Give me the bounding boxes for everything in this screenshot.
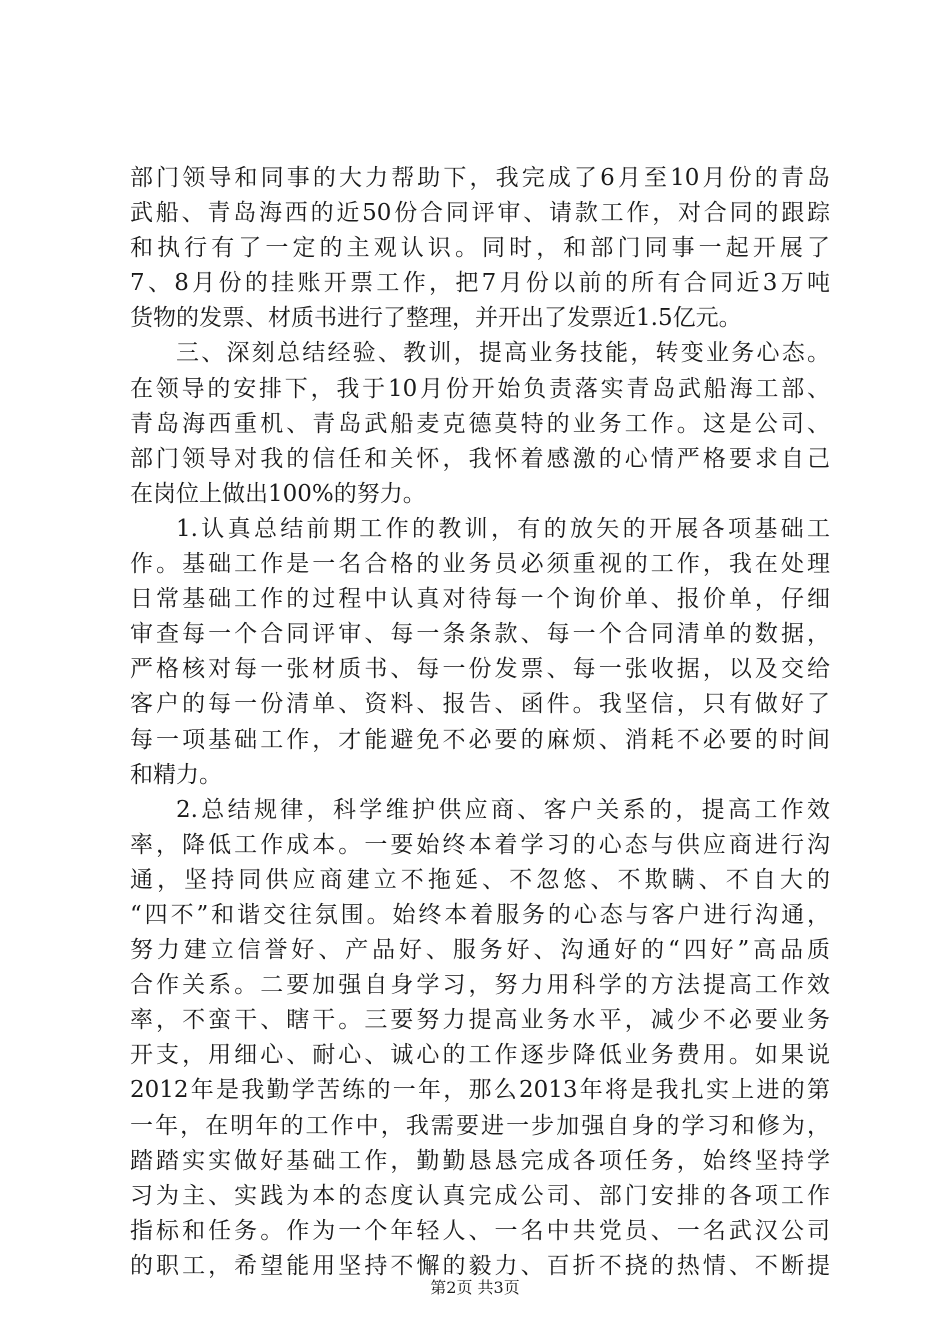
text-line: 武船、青岛海西的近50份合同评审、请款工作，对合同的跟踪 xyxy=(130,200,830,227)
page-footer xyxy=(0,1278,950,1298)
text-line: 努力建立信誉好、产品好、服务好、沟通好的“四好”高品质 xyxy=(130,937,830,964)
text-line: 的职工，希望能用坚持不懈的毅力、百折不挠的热情、不断提 xyxy=(130,1252,830,1279)
section-heading-three: 三、深刻总结经验、教训，提高业务技能，转变业务心态。 xyxy=(176,340,830,367)
text-line: “四不”和谐交往氛围。始终本着服务的心态与客户进行沟通， xyxy=(130,901,830,928)
text-line: 部门领导对我的信任和关怀，我怀着感激的心情严格要求自己 xyxy=(130,445,830,472)
text-line: 在岗位上做出100%的努力。 xyxy=(130,480,426,507)
text-line: 青岛海西重机、青岛武船麦克德莫特的业务工作。这是公司、 xyxy=(130,410,830,437)
text-line: 和精力。 xyxy=(130,761,222,788)
text-line: 日常基础工作的过程中认真对待每一个询价单、报价单，仔细 xyxy=(130,586,830,613)
text-line: 审查每一个合同评审、每一条条款、每一个合同清单的数据， xyxy=(130,621,830,648)
text-line: 部门领导和同事的大力帮助下，我完成了6月至10月份的青岛 xyxy=(130,165,830,191)
item-two-heading: 2.总结规律，科学维护供应商、客户关系的，提高工作效 xyxy=(176,796,830,823)
text-line: 和执行有了一定的主观认识。同时，和部门同事一起开展了 xyxy=(130,235,830,262)
text-line: 客户的每一份清单、资料、报告、函件。我坚信，只有做好了 xyxy=(130,691,830,718)
text-line: 合作关系。二要加强自身学习，努力用科学的方法提高工作效 xyxy=(130,972,830,999)
page-number: 第2页 共3页 xyxy=(430,1278,520,1297)
text-line: 习为主、实践为本的态度认真完成公司、部门安排的各项工作 xyxy=(130,1182,830,1209)
document-body xyxy=(130,161,830,1284)
text-line: 7、8月份的挂账开票工作，把7月份以前的所有合同近3万吨 xyxy=(130,270,830,297)
text-line: 率，不蛮干、瞎干。三要努力提高业务水平，减少不必要业务 xyxy=(130,1007,830,1034)
item-one-heading: 1.认真总结前期工作的教训，有的放矢的开展各项基础工 xyxy=(176,515,830,542)
text-line: 2012年是我勤学苦练的一年，那么2013年将是我扎实上进的第 xyxy=(130,1077,830,1104)
text-line: 一年，在明年的工作中，我需要进一步加强自身的学习和修为， xyxy=(130,1112,830,1139)
text-line: 开支，用细心、耐心、诚心的工作逐步降低业务费用。如果说 xyxy=(130,1042,830,1069)
text-line: 严格核对每一张材质书、每一份发票、每一张收据，以及交给 xyxy=(130,656,830,683)
text-line: 踏踏实实做好基础工作，勤勤恳恳完成各项任务，始终坚持学 xyxy=(130,1147,830,1174)
text-line: 每一项基础工作，才能避免不必要的麻烦、消耗不必要的时间 xyxy=(130,726,830,753)
text-line: 在领导的安排下，我于10月份开始负责落实青岛武船海工部、 xyxy=(130,375,830,402)
text-line: 率，降低工作成本。一要始终本着学习的心态与供应商进行沟 xyxy=(130,831,830,858)
text-line: 作。基础工作是一名合格的业务员必须重视的工作，我在处理 xyxy=(130,551,830,578)
text-line: 通，坚持同供应商建立不拖延、不忽悠、不欺瞒、不自大的 xyxy=(130,866,830,893)
text-line: 指标和任务。作为一个年轻人、一名中共党员、一名武汉公司 xyxy=(130,1217,830,1244)
text-line: 货物的发票、材质书进行了整理，并开出了发票近1.5亿元。 xyxy=(130,305,742,332)
